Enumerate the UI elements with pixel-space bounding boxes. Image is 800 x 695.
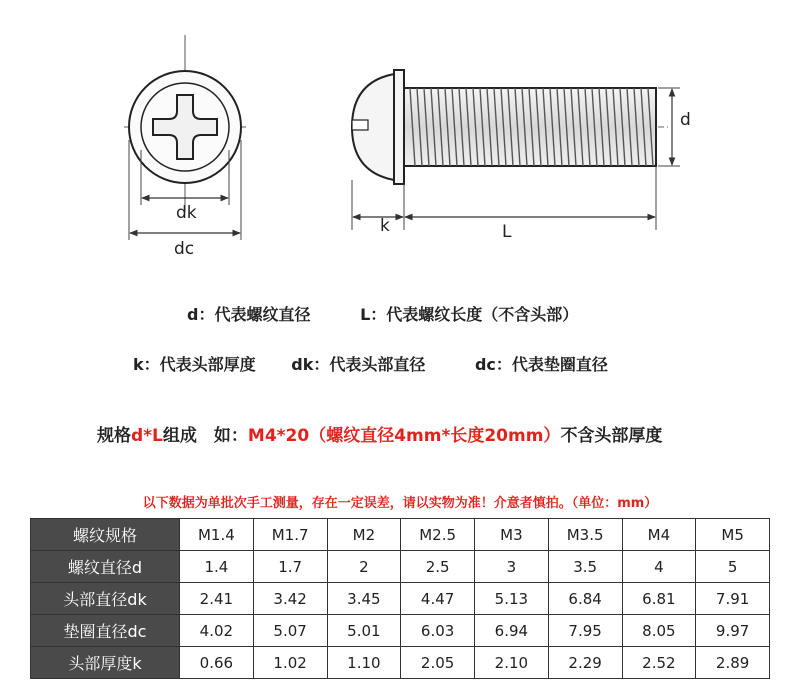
- dk-label: dk: [176, 203, 197, 223]
- spec-line: [97, 421, 662, 446]
- table-row: [31, 647, 770, 679]
- screw-technical-drawing: [0, 0, 800, 300]
- table-cell: 5.01: [327, 615, 401, 647]
- table-cell: 6.94: [475, 615, 549, 647]
- table-cell: 5.07: [253, 615, 327, 647]
- table-cell: 2: [327, 551, 401, 583]
- table-cell: 0.66: [180, 647, 254, 679]
- L-label: L: [502, 222, 512, 242]
- table-cell: 2.89: [696, 647, 770, 679]
- table-cell: M4: [622, 519, 696, 551]
- row-header: 头部直径dk: [31, 583, 180, 615]
- table-row: [31, 551, 770, 583]
- table-cell: 1.10: [327, 647, 401, 679]
- table-row: [31, 583, 770, 615]
- table-cell: 8.05: [622, 615, 696, 647]
- table-cell: 7.91: [696, 583, 770, 615]
- k-label: k: [380, 216, 390, 236]
- table-cell: 7.95: [548, 615, 622, 647]
- table-cell: M3.5: [548, 519, 622, 551]
- table-cell: M2.5: [401, 519, 475, 551]
- row-header: 螺纹直径d: [31, 551, 180, 583]
- legend-d-text: 代表螺纹直径: [214, 305, 311, 324]
- table-cell: M3: [475, 519, 549, 551]
- row-header: 垫圈直径dc: [31, 615, 180, 647]
- table-cell: 3.45: [327, 583, 401, 615]
- legend-dc-key: dc：: [474, 355, 512, 374]
- d-label: d: [680, 110, 691, 130]
- spec-formula: d*L: [131, 426, 163, 446]
- table-cell: 3: [475, 551, 549, 583]
- legend-dk-text: 代表头部直径: [329, 355, 426, 374]
- table-cell: 1.4: [180, 551, 254, 583]
- table-cell: 5.13: [475, 583, 549, 615]
- table-cell: M1.4: [180, 519, 254, 551]
- legend-row-2: [133, 352, 608, 375]
- legend-dc-text: 代表垫圈直径: [511, 355, 608, 374]
- table-row: [31, 519, 770, 551]
- spec-prefix: 规格: [97, 426, 131, 446]
- table-cell: 2.5: [401, 551, 475, 583]
- table-cell: 1.02: [253, 647, 327, 679]
- table-cell: M5: [696, 519, 770, 551]
- legend-k-key: k：: [133, 355, 160, 374]
- table-cell: 2.10: [475, 647, 549, 679]
- legend-d-key: d：: [187, 305, 215, 324]
- spec-tail: 不含头部厚度: [560, 426, 663, 446]
- table-cell: 4: [622, 551, 696, 583]
- table-cell: 3.5: [548, 551, 622, 583]
- table-cell: 2.41: [180, 583, 254, 615]
- dc-label: dc: [174, 239, 195, 259]
- legend-row-1: [187, 302, 578, 325]
- table-cell: 3.42: [253, 583, 327, 615]
- table-cell: 2.05: [401, 647, 475, 679]
- row-header: 螺纹规格: [31, 519, 180, 551]
- legend-k-text: 代表头部厚度: [159, 355, 256, 374]
- table-cell: M2: [327, 519, 401, 551]
- table-cell: 5: [696, 551, 770, 583]
- table-row: [31, 615, 770, 647]
- table-cell: 4.02: [180, 615, 254, 647]
- legend-L-text: 代表螺纹长度（不含头部）: [386, 305, 579, 324]
- table-cell: 2.29: [548, 647, 622, 679]
- table-cell: 2.52: [622, 647, 696, 679]
- side-view: [352, 70, 680, 230]
- row-header: 头部厚度k: [31, 647, 180, 679]
- measurement-note: 以下数据为单批次手工测量，存在一定误差，请以实物为准！介意者慎拍。（单位：mm）: [142, 496, 658, 511]
- spec-example: M4*20（螺纹直径4mm*长度20mm）: [247, 426, 561, 446]
- table-cell: 4.47: [401, 583, 475, 615]
- table-cell: 9.97: [696, 615, 770, 647]
- spec-table: [30, 518, 770, 679]
- table-cell: 6.84: [548, 583, 622, 615]
- spec-suffix: 组成 如：: [162, 426, 248, 446]
- legend-dk-key: dk：: [291, 355, 330, 374]
- table-cell: 6.81: [622, 583, 696, 615]
- table-cell: 6.03: [401, 615, 475, 647]
- table-cell: M1.7: [253, 519, 327, 551]
- table-cell: 1.7: [253, 551, 327, 583]
- legend-L-key: L：: [360, 305, 387, 324]
